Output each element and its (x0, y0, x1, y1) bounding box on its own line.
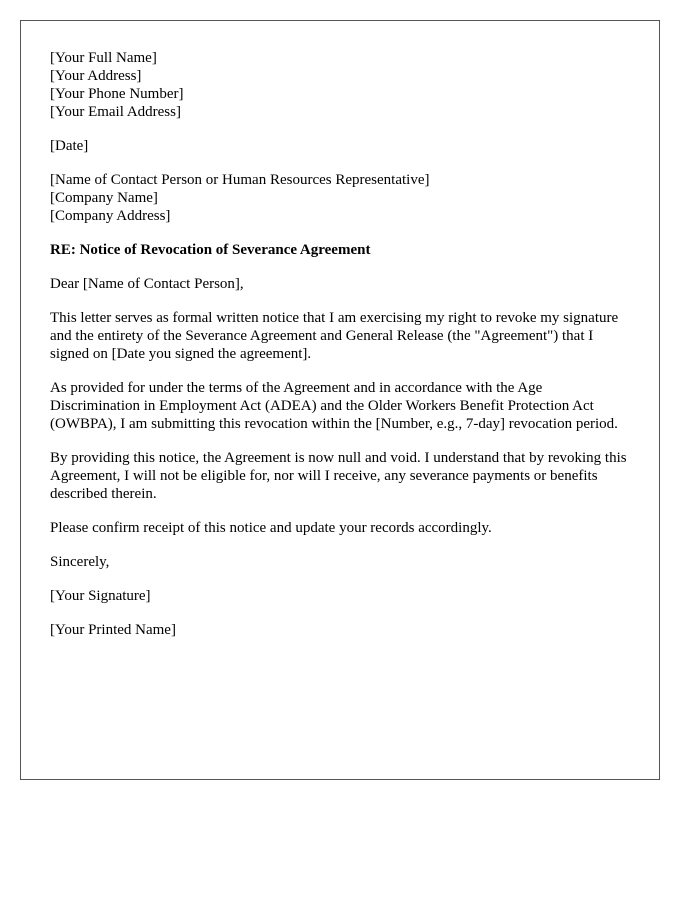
sender-block (50, 49, 630, 121)
recipient-block (50, 171, 630, 225)
recipient-company-name: [Company Name] (50, 190, 158, 206)
recipient-contact: [Name of Contact Person or Human Resources Representative] (50, 172, 430, 188)
letter-date: [Date] (50, 138, 89, 154)
salutation: Dear [Name of Contact Person], (50, 276, 244, 292)
sender-full-name: [Your Full Name] (50, 50, 157, 66)
body-paragraph-confirmation-request: Please confirm receipt of this notice and update your records accordingly. (50, 520, 492, 536)
sender-address: [Your Address] (50, 68, 142, 84)
body-paragraph-revocation-notice: This letter serves as formal written notice that I am exercising my right to revoke my signature and the entirety of the Severance Agreement and General Release (the "Agreement") that I signed on [Date you signed the agreement]. (50, 310, 619, 362)
signature-placeholder: [Your Signature] (50, 588, 151, 604)
subject-line: RE: Notice of Revocation of Severance Agreement (50, 242, 371, 258)
letter-body (50, 49, 630, 655)
closing: Sincerely, (50, 554, 110, 570)
printed-name: [Your Printed Name] (50, 622, 176, 638)
recipient-company-address: [Company Address] (50, 208, 171, 224)
sender-email: [Your Email Address] (50, 104, 181, 120)
body-paragraph-consequences: By providing this notice, the Agreement is now null and void. I understand that by revoking this Agreement, I will not be eligible for, nor will I receive, any severance payments or benefits described therein. (50, 450, 627, 502)
sender-phone: [Your Phone Number] (50, 86, 184, 102)
letter-page (20, 20, 660, 780)
body-paragraph-legal-basis: As provided for under the terms of the Agreement and in accordance with the Age Discrimination in Employment Act (ADEA) and the Older Workers Benefit Protection Act (OWBPA), I am submitting this revocation within the [Number, e.g., 7-day] revocation period. (50, 380, 618, 432)
